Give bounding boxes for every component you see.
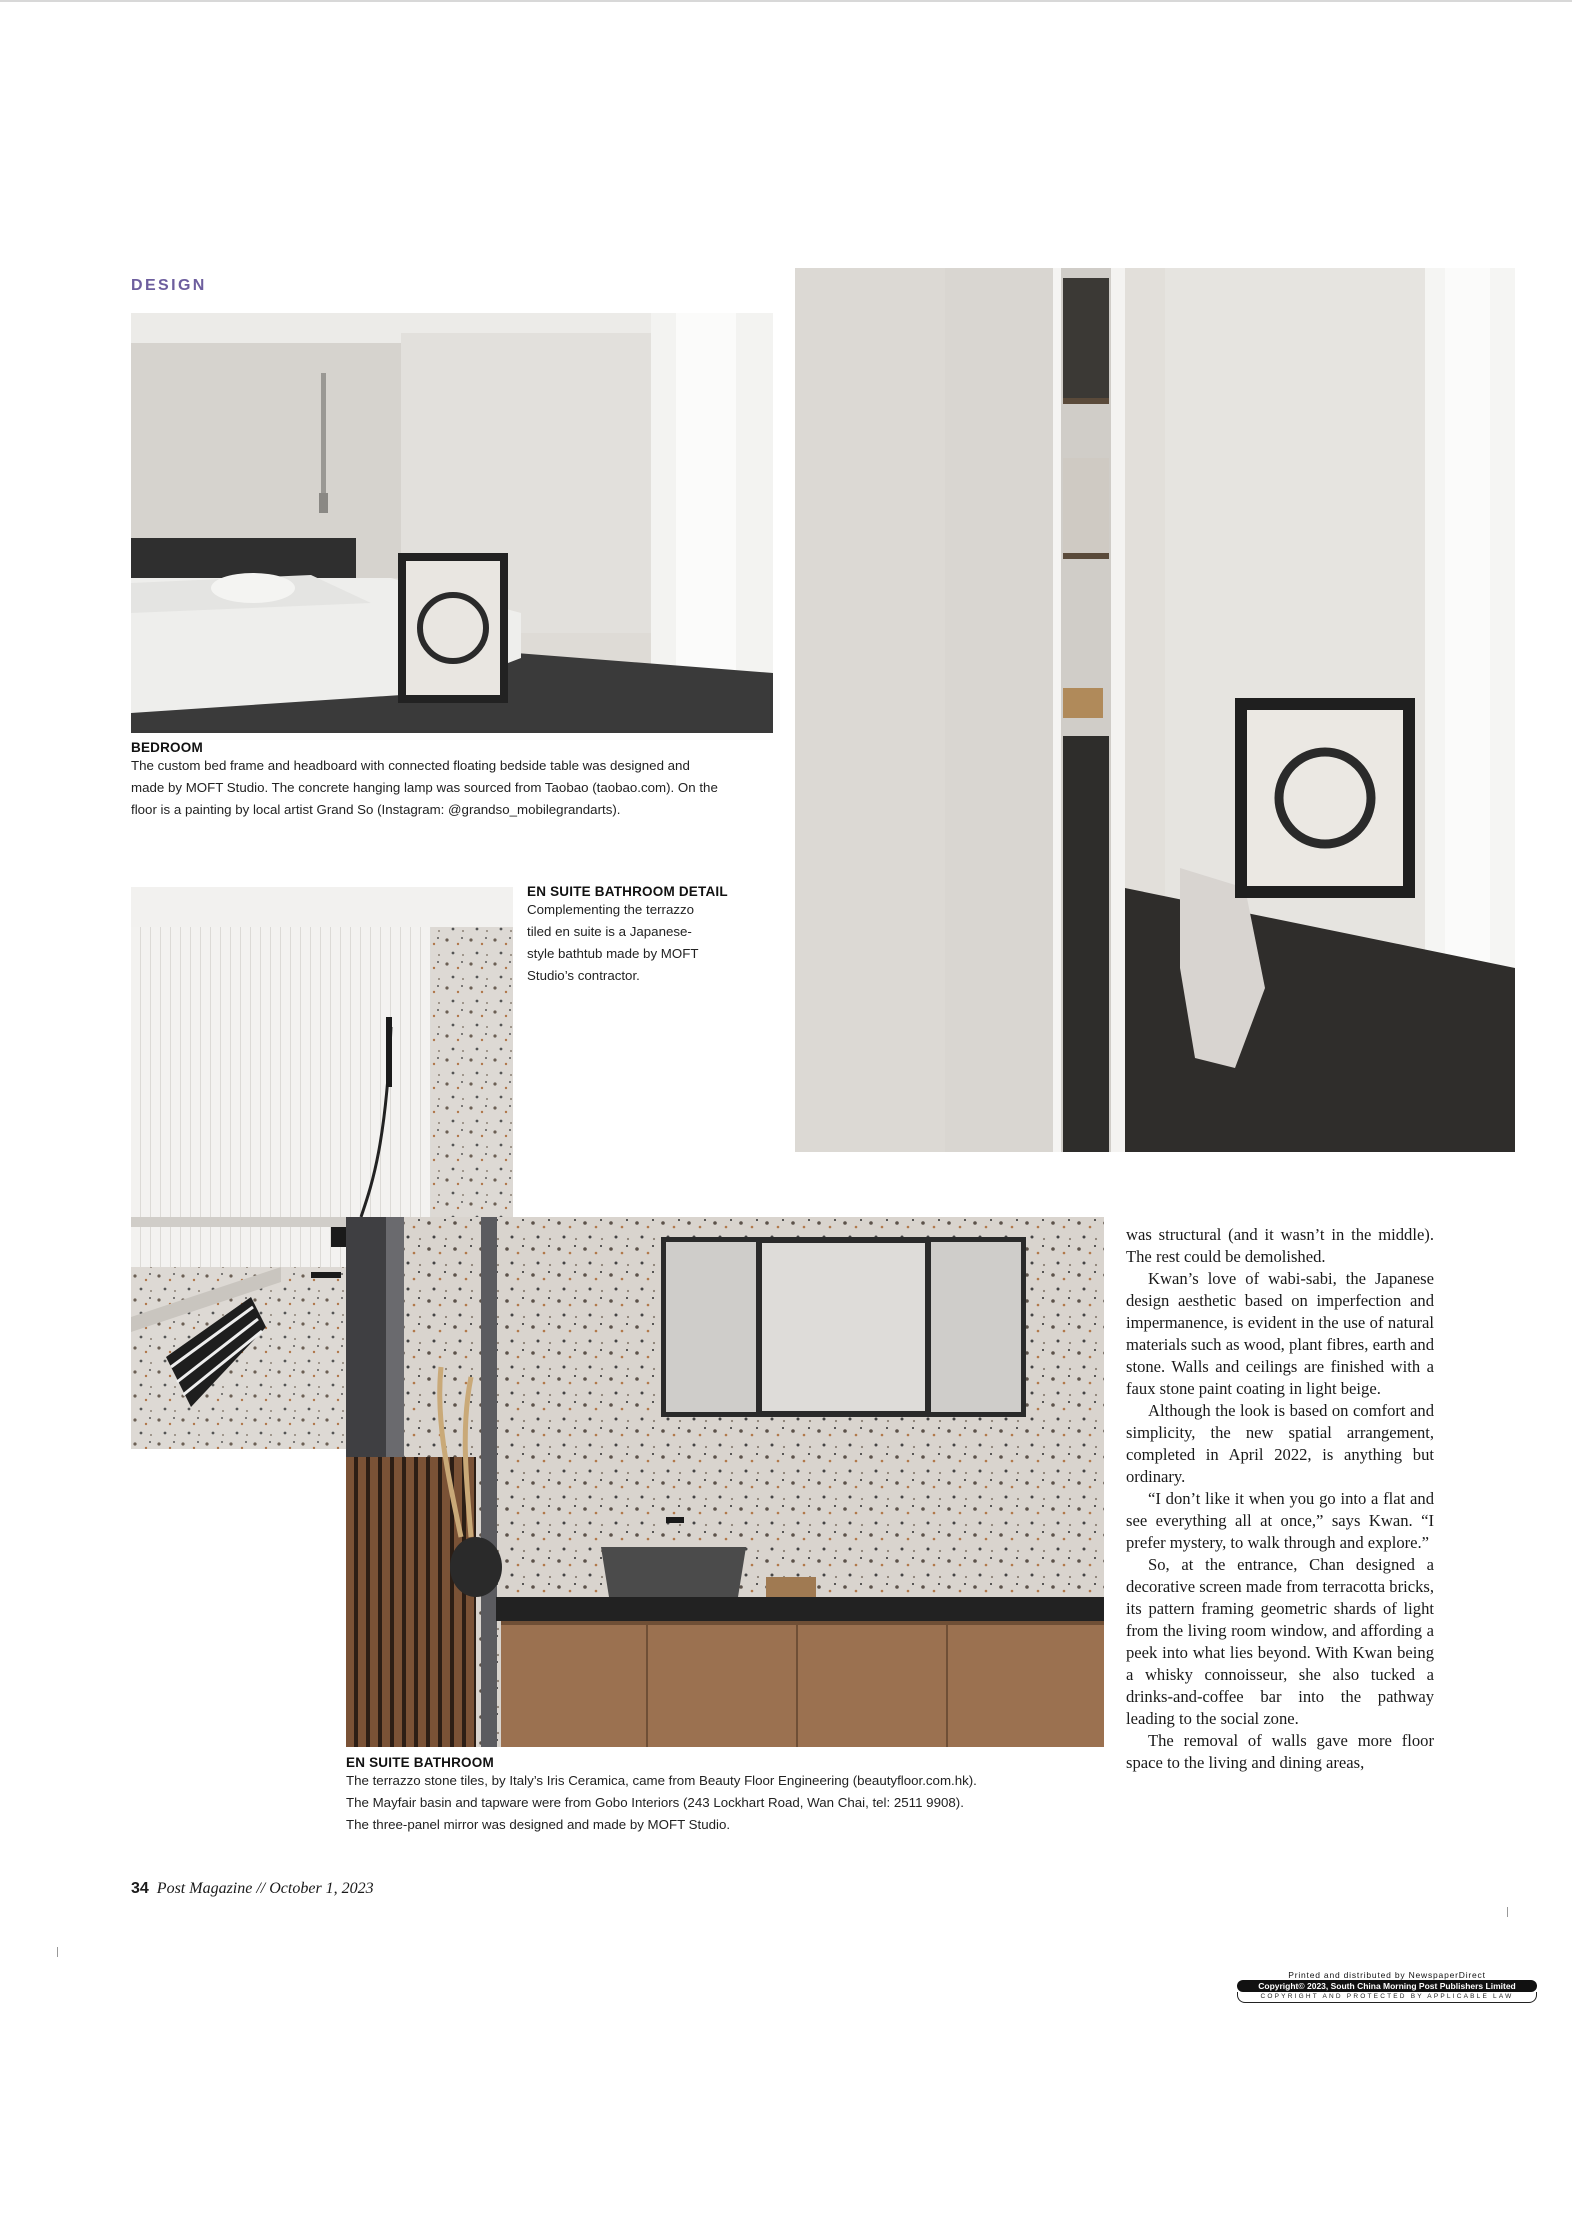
- body-paragraph: “I don’t like it when you go into a flat and see everything all at once,” says Kwan. “I prefer mystery, to walk through and explore.”: [1126, 1489, 1434, 1552]
- distributor-line: Printed and distributed by NewspaperDirect: [1288, 1970, 1486, 1980]
- caption-line: Complementing the terrazzo: [527, 902, 695, 917]
- bedroom-corridor-photo: [795, 268, 1515, 1152]
- body-paragraph: was structural (and it wasn’t in the middle). The rest could be demolished.: [1126, 1225, 1434, 1266]
- caption-line: made by MOFT Studio. The concrete hanging lamp was sourced from Taobao (taobao.com). On the: [131, 780, 718, 795]
- caption-title: EN SUITE BATHROOM: [346, 1755, 494, 1770]
- caption-line: The terrazzo stone tiles, by Italy’s Iris Ceramica, came from Beauty Floor Engineering (beautyfloor.com.hk).: [346, 1773, 977, 1788]
- caption-line: style bathtub made by MOFT: [527, 946, 699, 961]
- caption-line: floor is a painting by local artist Grand So (Instagram: @grandso_mobilegrandarts).: [131, 802, 621, 817]
- bedroom-photo: [131, 313, 773, 733]
- bathroom-vanity-photo: [346, 1217, 1104, 1747]
- caption-title: EN SUITE BATHROOM DETAIL: [527, 884, 728, 899]
- caption-line: The custom bed frame and headboard with connected floating bedside table was designed and: [131, 758, 690, 773]
- page-top-border: [0, 0, 1572, 2]
- caption-line: The Mayfair basin and tapware were from Gobo Interiors (243 Lockhart Road, Wan Chai, tel: 2511 9908).: [346, 1795, 964, 1810]
- caption-line: Studio’s contractor.: [527, 968, 640, 983]
- crop-mark: [1507, 1907, 1508, 1917]
- page-number: 34: [131, 1880, 149, 1897]
- body-paragraph: Kwan’s love of wabi-sabi, the Japanese design aesthetic based on imperfection and impermanence, is evident in the use of natural materials such as wood, plant fibres, earth and stone. Walls and ceilings are finished with a faux stone paint coating in light beige.: [1126, 1269, 1434, 1398]
- body-paragraph: Although the look is based on comfort and simplicity, the new spatial arrangement, completed in April 2022, is anything but ordinary.: [1126, 1401, 1434, 1486]
- legal-line: COPYRIGHT AND PROTECTED BY APPLICABLE LAW: [1237, 1992, 1537, 2003]
- copyright-stamp: [1233, 1970, 1541, 2006]
- body-paragraph: So, at the entrance, Chan designed a decorative screen made from terracotta bricks, its pattern framing geometric shards of light from the living room window, and affording a peek into what lies beyond. With Kwan being a whisky connoisseur, she also tucked a drinks-and-coffee bar into the pathway leading to the social zone.: [1126, 1555, 1434, 1728]
- section-label: DESIGN: [131, 277, 207, 294]
- caption-line: The three-panel mirror was designed and made by MOFT Studio.: [346, 1817, 731, 1832]
- body-paragraph: The removal of walls gave more floor space to the living and dining areas,: [1126, 1731, 1434, 1772]
- bathroom-caption: [346, 1755, 1066, 1836]
- caption-title: BEDROOM: [131, 740, 203, 755]
- bedroom-caption: [131, 740, 771, 821]
- magazine-issue: Post Magazine // October 1, 2023: [156, 1880, 374, 1897]
- article-body-column: [1126, 1224, 1434, 1774]
- page-footer: [131, 1880, 374, 1898]
- caption-line: tiled en suite is a Japanese-: [527, 924, 692, 939]
- copyright-line: Copyright© 2023, South China Morning Post Publishers Limited: [1237, 1980, 1537, 1992]
- bathroom-detail-caption: [527, 884, 742, 987]
- crop-mark: [57, 1947, 58, 1957]
